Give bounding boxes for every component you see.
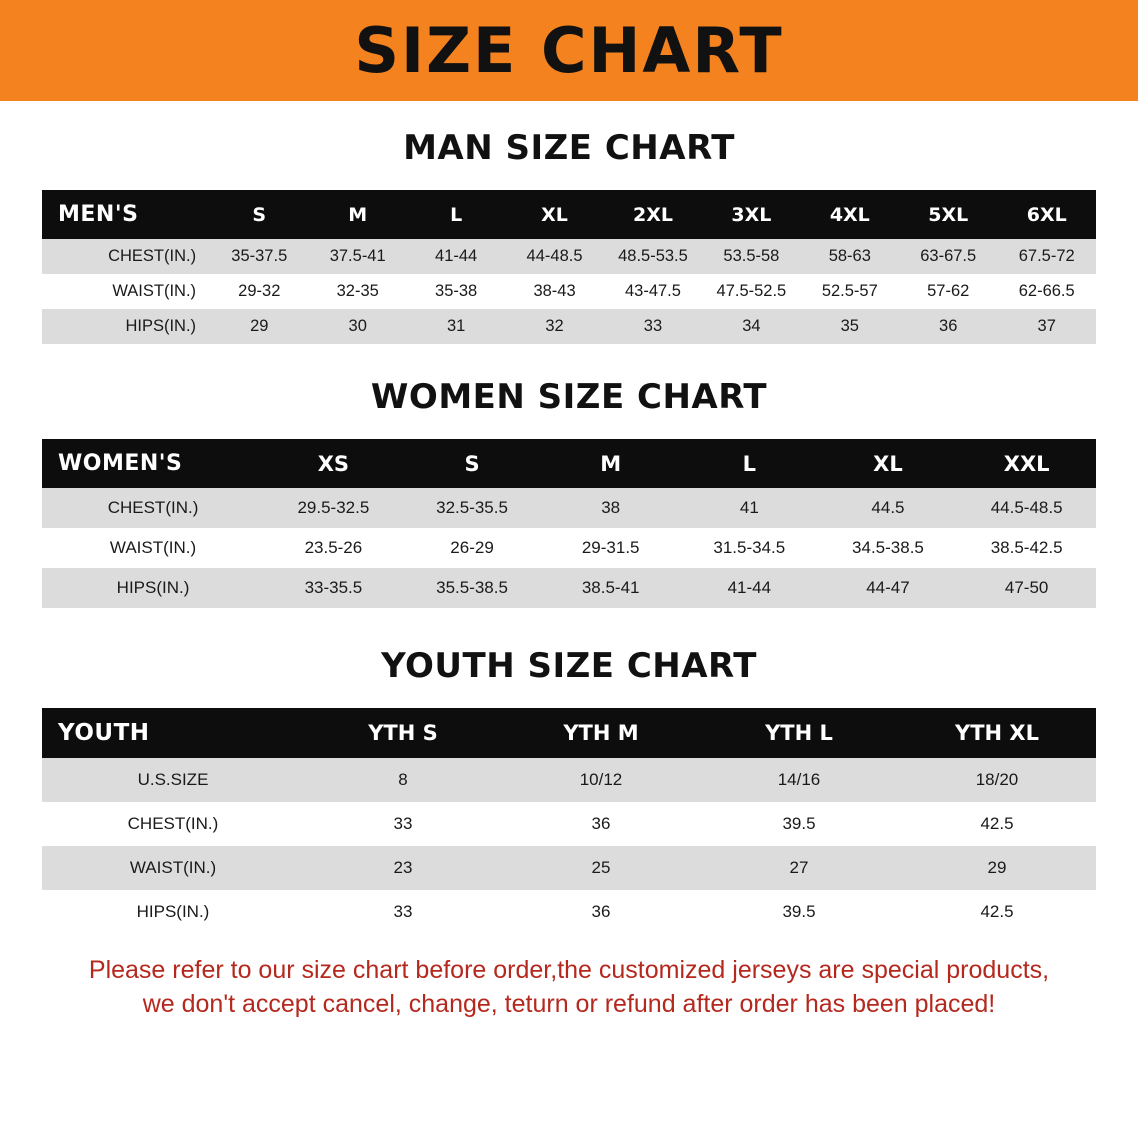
row-label: U.S.SIZE	[42, 758, 304, 802]
cell: 29-32	[210, 274, 308, 309]
cell: 23.5-26	[264, 528, 403, 568]
cell: 34.5-38.5	[819, 528, 958, 568]
cell: 10/12	[502, 758, 700, 802]
cell: 37	[997, 309, 1096, 344]
note-line-1: Please refer to our size chart before order,the customized jerseys are special products,	[88, 956, 1050, 984]
cell: 32	[505, 309, 603, 344]
cell: 39.5	[700, 802, 898, 846]
cell: 47-50	[957, 568, 1096, 608]
table-row	[42, 890, 1096, 934]
cell: 35-38	[407, 274, 505, 309]
column-header: YTH S	[304, 708, 502, 758]
row-label: HIPS(IN.)	[42, 309, 210, 344]
cell: 8	[304, 758, 502, 802]
man-size-table	[42, 190, 1096, 344]
cell: 43-47.5	[604, 274, 702, 309]
column-header: XS	[264, 439, 403, 488]
table-header-row	[42, 190, 1096, 239]
cell: 34	[702, 309, 800, 344]
table-row	[42, 568, 1096, 608]
cell: 23	[304, 846, 502, 890]
man-size-table-wrap	[42, 190, 1096, 344]
cell: 31	[407, 309, 505, 344]
column-header: S	[210, 190, 308, 239]
cell: 36	[502, 802, 700, 846]
table-row	[42, 239, 1096, 274]
cell: 58-63	[801, 239, 899, 274]
cell: 48.5-53.5	[604, 239, 702, 274]
column-header: YTH M	[502, 708, 700, 758]
column-header: 6XL	[997, 190, 1096, 239]
man-section-heading: MAN SIZE CHART	[403, 128, 735, 168]
cell: 29.5-32.5	[264, 488, 403, 528]
row-label: WAIST(IN.)	[42, 528, 264, 568]
column-header: 2XL	[604, 190, 702, 239]
youth-size-table	[42, 708, 1096, 934]
women-section-heading: WOMEN SIZE CHART	[370, 377, 768, 417]
cell: 36	[899, 309, 997, 344]
cell: 41-44	[680, 568, 819, 608]
row-label: HIPS(IN.)	[42, 890, 304, 934]
cell: 14/16	[700, 758, 898, 802]
table-row	[42, 846, 1096, 890]
cell: 25	[502, 846, 700, 890]
cell: 57-62	[899, 274, 997, 309]
cell: 31.5-34.5	[680, 528, 819, 568]
column-header: M	[308, 190, 406, 239]
cell: 35-37.5	[210, 239, 308, 274]
table-header-row	[42, 439, 1096, 488]
cell: 33	[304, 802, 502, 846]
cell: 52.5-57	[801, 274, 899, 309]
table-row	[42, 528, 1096, 568]
cell: 53.5-58	[702, 239, 800, 274]
row-label: CHEST(IN.)	[42, 488, 264, 528]
column-header: 5XL	[899, 190, 997, 239]
cell: 36	[502, 890, 700, 934]
cell: 33-35.5	[264, 568, 403, 608]
cell: 38.5-42.5	[957, 528, 1096, 568]
cell: 47.5-52.5	[702, 274, 800, 309]
column-header: XXL	[957, 439, 1096, 488]
cell: 35.5-38.5	[403, 568, 542, 608]
cell: 38-43	[505, 274, 603, 309]
column-header: YOUTH	[42, 708, 304, 758]
cell: 38.5-41	[541, 568, 680, 608]
column-header: YTH XL	[898, 708, 1096, 758]
column-header: MEN'S	[42, 190, 210, 239]
table-row	[42, 488, 1096, 528]
column-header: 3XL	[702, 190, 800, 239]
cell: 63-67.5	[899, 239, 997, 274]
cell: 41-44	[407, 239, 505, 274]
cell: 44.5	[819, 488, 958, 528]
cell: 29	[898, 846, 1096, 890]
cell: 32-35	[308, 274, 406, 309]
cell: 27	[700, 846, 898, 890]
table-row	[42, 802, 1096, 846]
disclaimer-note	[40, 954, 1098, 1022]
column-header: L	[407, 190, 505, 239]
column-header: L	[680, 439, 819, 488]
cell: 41	[680, 488, 819, 528]
cell: 44-47	[819, 568, 958, 608]
youth-size-table-wrap	[42, 708, 1096, 934]
row-label: WAIST(IN.)	[42, 846, 304, 890]
cell: 39.5	[700, 890, 898, 934]
cell: 44.5-48.5	[957, 488, 1096, 528]
cell: 29-31.5	[541, 528, 680, 568]
cell: 32.5-35.5	[403, 488, 542, 528]
cell: 44-48.5	[505, 239, 603, 274]
cell: 35	[801, 309, 899, 344]
row-label: CHEST(IN.)	[42, 239, 210, 274]
column-header: YTH L	[700, 708, 898, 758]
column-header: XL	[505, 190, 603, 239]
note-line-2: we don't accept cancel, change, teturn or refund after order has been placed!	[142, 989, 996, 1018]
table-row	[42, 758, 1096, 802]
cell: 26-29	[403, 528, 542, 568]
table-row	[42, 274, 1096, 309]
column-header: M	[541, 439, 680, 488]
cell: 33	[604, 309, 702, 344]
banner	[0, 0, 1138, 101]
cell: 62-66.5	[997, 274, 1096, 309]
column-header: XL	[819, 439, 958, 488]
cell: 37.5-41	[308, 239, 406, 274]
youth-section-heading: YOUTH SIZE CHART	[381, 646, 757, 686]
table-row	[42, 309, 1096, 344]
row-label: CHEST(IN.)	[42, 802, 304, 846]
cell: 42.5	[898, 890, 1096, 934]
cell: 42.5	[898, 802, 1096, 846]
cell: 38	[541, 488, 680, 528]
cell: 30	[308, 309, 406, 344]
women-size-table-wrap	[42, 439, 1096, 608]
cell: 67.5-72	[997, 239, 1096, 274]
column-header: 4XL	[801, 190, 899, 239]
column-header: WOMEN'S	[42, 439, 264, 488]
page-title: SIZE CHART	[354, 13, 784, 87]
column-header: S	[403, 439, 542, 488]
row-label: WAIST(IN.)	[42, 274, 210, 309]
cell: 18/20	[898, 758, 1096, 802]
cell: 33	[304, 890, 502, 934]
row-label: HIPS(IN.)	[42, 568, 264, 608]
women-size-table	[42, 439, 1096, 608]
cell: 29	[210, 309, 308, 344]
table-header-row	[42, 708, 1096, 758]
